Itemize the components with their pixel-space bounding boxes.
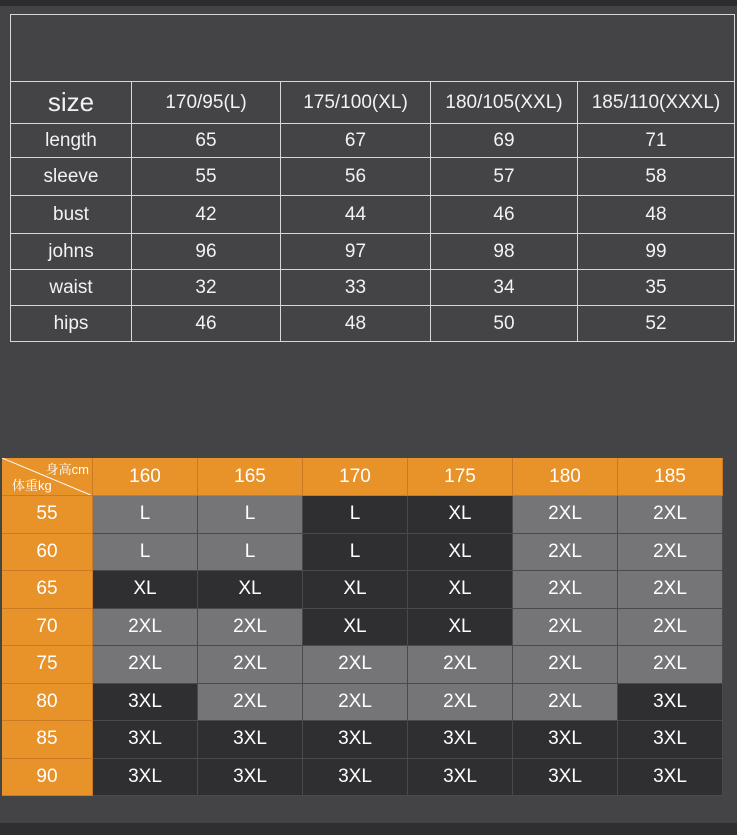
- fit-cell: XL: [303, 609, 408, 647]
- table-cell: 69: [431, 124, 578, 157]
- size-col-header: 185/110(XXXL): [591, 91, 721, 113]
- fit-cell: 2XL: [618, 571, 723, 609]
- fit-cell: 2XL: [93, 609, 198, 647]
- bottom-edge-strip: [0, 823, 737, 835]
- fit-cell: 3XL: [513, 759, 618, 797]
- fit-corner-cell: [2, 458, 93, 496]
- size-col-header: 180/105(XXL): [431, 82, 578, 123]
- fit-cell: 3XL: [93, 759, 198, 797]
- fit-row: [2, 609, 724, 647]
- height-col-header: 185: [618, 458, 723, 496]
- fit-cell: L: [198, 534, 303, 572]
- weight-row-label: 90: [2, 759, 93, 797]
- height-weight-fit-table: [2, 458, 724, 797]
- table-cell: 46: [431, 196, 578, 233]
- table-blank-header: [11, 15, 734, 82]
- fit-cell: 2XL: [513, 496, 618, 534]
- fit-cell: 2XL: [303, 646, 408, 684]
- table-cell: 65: [132, 124, 281, 157]
- top-edge-strip: [0, 0, 737, 6]
- fit-row: [2, 571, 724, 609]
- fit-cell: 3XL: [303, 721, 408, 759]
- table-row: [11, 270, 734, 306]
- fit-row: [2, 684, 724, 722]
- table-cell: 33: [281, 270, 431, 305]
- row-label: sleeve: [11, 158, 132, 195]
- table-cell: 58: [645, 165, 667, 187]
- fit-cell: 2XL: [198, 609, 303, 647]
- table-cell: 67: [281, 124, 431, 157]
- table-cell: 99: [645, 240, 667, 262]
- fit-cell: 2XL: [513, 646, 618, 684]
- table-row: [11, 306, 734, 341]
- fit-cell: 3XL: [408, 721, 513, 759]
- fit-cell: 2XL: [303, 684, 408, 722]
- table-header-row: [11, 82, 734, 124]
- size-measurement-table: [10, 14, 735, 342]
- fit-cell: 2XL: [198, 646, 303, 684]
- table-row: [11, 196, 734, 234]
- table-cell: 46: [132, 306, 281, 341]
- fit-cell: 3XL: [93, 684, 198, 722]
- fit-row: [2, 496, 724, 534]
- fit-cell: 2XL: [198, 684, 303, 722]
- table-cell: 57: [431, 158, 578, 195]
- fit-cell: 2XL: [408, 684, 513, 722]
- table-cell: 52: [645, 312, 667, 334]
- table-cell: 44: [281, 196, 431, 233]
- fit-cell: 3XL: [303, 759, 408, 797]
- table-cell: 48: [281, 306, 431, 341]
- fit-cell: 2XL: [513, 534, 618, 572]
- fit-cell: XL: [93, 571, 198, 609]
- row-label: johns: [11, 234, 132, 269]
- weight-row-label: 80: [2, 684, 93, 722]
- table-cell: 32: [132, 270, 281, 305]
- fit-cell: 2XL: [618, 609, 723, 647]
- fit-cell: L: [198, 496, 303, 534]
- fit-cell: 3XL: [408, 759, 513, 797]
- weight-row-label: 85: [2, 721, 93, 759]
- table-cell: 98: [431, 234, 578, 269]
- size-col-header: 175/100(XL): [281, 82, 431, 123]
- fit-row: [2, 534, 724, 572]
- fit-cell: XL: [408, 571, 513, 609]
- weight-row-label: 55: [2, 496, 93, 534]
- fit-cell: 3XL: [618, 721, 723, 759]
- row-label: bust: [11, 196, 132, 233]
- height-col-header: 170: [303, 458, 408, 496]
- fit-cell: 3XL: [618, 684, 723, 722]
- weight-unit-label: 体重kg: [12, 478, 52, 493]
- height-col-header: 175: [408, 458, 513, 496]
- fit-cell: 2XL: [513, 609, 618, 647]
- table-cell: 71: [645, 129, 667, 151]
- fit-row: [2, 759, 724, 797]
- table-cell: 34: [431, 270, 578, 305]
- table-cell: 97: [281, 234, 431, 269]
- size-header: size: [11, 82, 132, 123]
- fit-cell: XL: [303, 571, 408, 609]
- fit-cell: 3XL: [93, 721, 198, 759]
- height-unit-label: 身高cm: [45, 462, 89, 477]
- row-label: length: [11, 124, 132, 157]
- fit-cell: 2XL: [93, 646, 198, 684]
- fit-cell: 2XL: [618, 534, 723, 572]
- fit-cell: 2XL: [513, 684, 618, 722]
- size-col-header: 170/95(L): [132, 82, 281, 123]
- height-col-header: 160: [93, 458, 198, 496]
- table-cell: 48: [645, 203, 667, 225]
- fit-cell: 2XL: [408, 646, 513, 684]
- fit-cell: 3XL: [198, 721, 303, 759]
- fit-cell: 3XL: [198, 759, 303, 797]
- table-row: [11, 234, 734, 270]
- height-col-header: 180: [513, 458, 618, 496]
- table-cell: 56: [281, 158, 431, 195]
- weight-row-label: 70: [2, 609, 93, 647]
- weight-row-label: 75: [2, 646, 93, 684]
- fit-cell: L: [93, 534, 198, 572]
- fit-cell: L: [303, 496, 408, 534]
- table-row: [11, 158, 734, 196]
- table-cell: 55: [132, 158, 281, 195]
- fit-cell: XL: [408, 534, 513, 572]
- row-label: waist: [11, 270, 132, 305]
- fit-cell: L: [93, 496, 198, 534]
- fit-row: [2, 646, 724, 684]
- fit-cell: 2XL: [618, 646, 723, 684]
- fit-cell: XL: [198, 571, 303, 609]
- fit-row: [2, 721, 724, 759]
- fit-cell: 3XL: [618, 759, 723, 797]
- fit-cell: XL: [408, 496, 513, 534]
- fit-cell: XL: [408, 609, 513, 647]
- table-row: [11, 124, 734, 158]
- weight-row-label: 65: [2, 571, 93, 609]
- table-cell: 42: [132, 196, 281, 233]
- weight-row-label: 60: [2, 534, 93, 572]
- fit-cell: 3XL: [513, 721, 618, 759]
- fit-cell: 2XL: [513, 571, 618, 609]
- row-label: hips: [11, 306, 132, 341]
- height-col-header: 165: [198, 458, 303, 496]
- fit-header-row: [2, 458, 724, 496]
- table-cell: 35: [645, 276, 667, 298]
- table-cell: 50: [431, 306, 578, 341]
- table-cell: 96: [132, 234, 281, 269]
- fit-cell: L: [303, 534, 408, 572]
- fit-cell: 2XL: [618, 496, 723, 534]
